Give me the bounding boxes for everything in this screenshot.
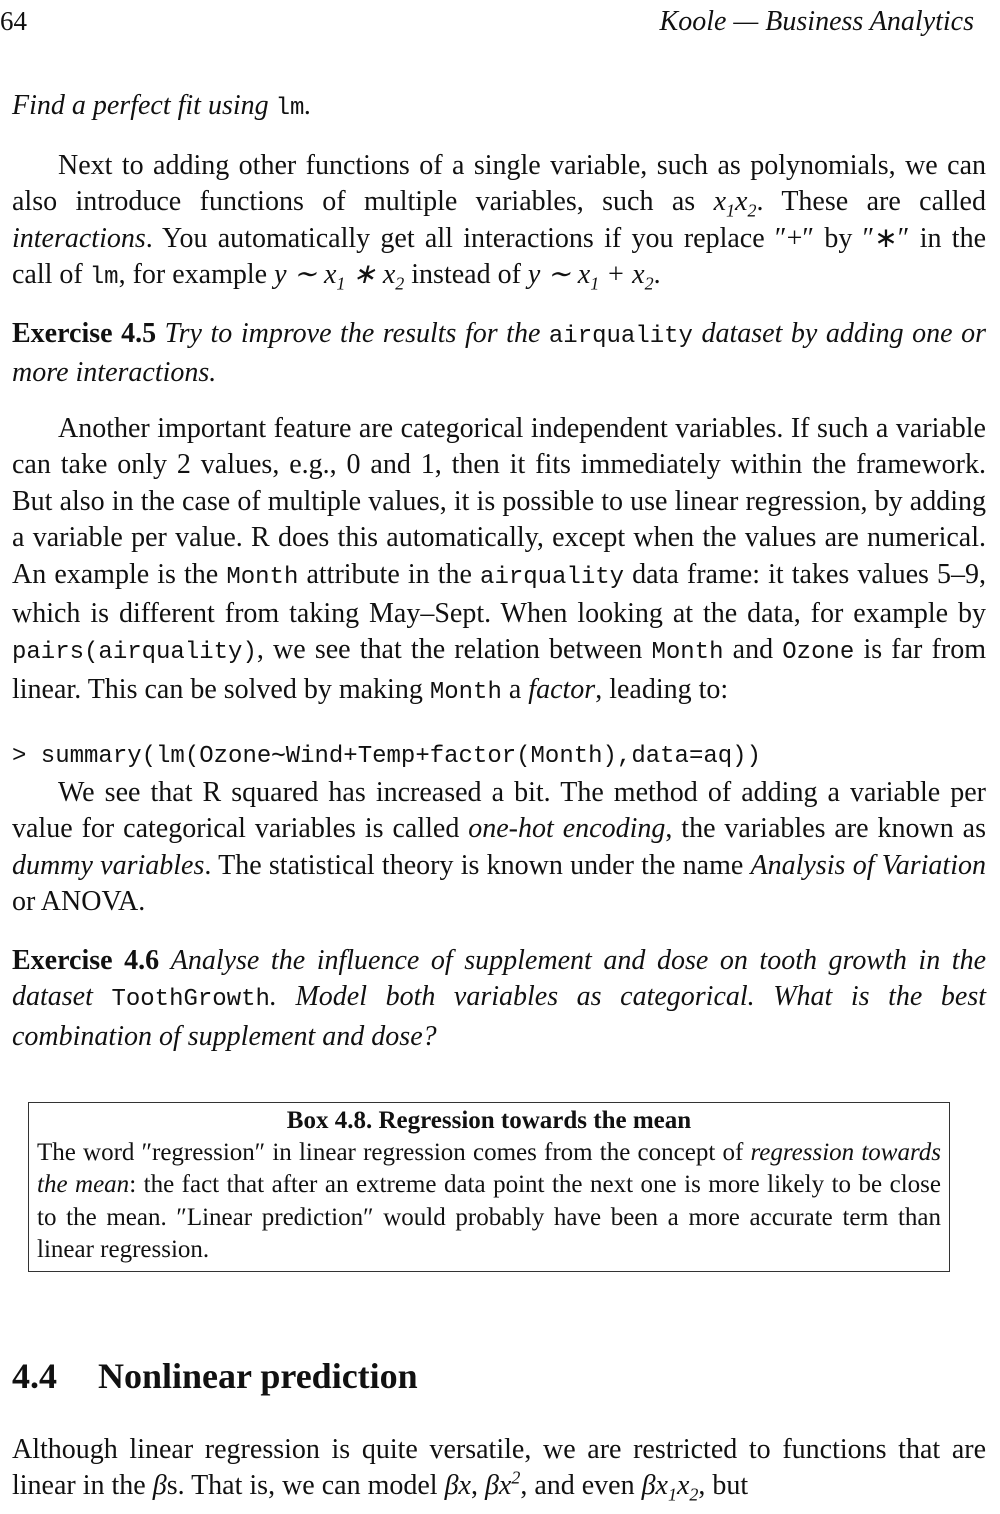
inline-code: Month bbox=[226, 563, 299, 591]
paragraph-nonlinear: Although linear regression is quite versatile, we are restricted to functions that are linear in the βs. That is, we can model βx, $\beta x^2$, and even $\beta x_1x_2$, but bbox=[12, 1434, 986, 1505]
inline-code: ToothGrowth bbox=[111, 986, 270, 1014]
running-title: Koole — Business Analytics bbox=[659, 6, 974, 37]
text-run: . These are called bbox=[756, 186, 986, 218]
text-run: , leading to: bbox=[595, 673, 729, 705]
text-run: and bbox=[723, 634, 783, 666]
text-run: , for example bbox=[118, 259, 275, 291]
text-run: , we see that the relation between bbox=[256, 634, 652, 666]
exercise-label: Exercise 4.5 bbox=[12, 318, 157, 349]
inline-code: airquality bbox=[480, 563, 625, 591]
text-run: data frame: it takes values 5–9, which is different from taking May–Sept. When looking at the data, for example by bbox=[12, 558, 986, 630]
section-title: Nonlinear prediction bbox=[98, 1356, 418, 1396]
math-formula-sum: y ∼ $x_1 + x_2$ bbox=[527, 259, 654, 294]
math-beta-x1x2: $\beta x_1x_2$ bbox=[641, 1470, 699, 1505]
math-beta: β bbox=[152, 1470, 167, 1502]
emphasis-interactions: interactions bbox=[12, 222, 146, 254]
code-line: > summary(lm(Ozone∼Wind+Temp+factor(Month),data=aq)) bbox=[12, 743, 761, 770]
text-run: Although linear regression is quite versatile, we are restricted to functions that are linear in the bbox=[12, 1434, 986, 1502]
inline-code: Month bbox=[429, 678, 502, 706]
text-run: is far from linear. This can be solved by making bbox=[12, 634, 986, 705]
exercise-label: Exercise 4.6 bbox=[12, 945, 160, 976]
intro-code: lm bbox=[275, 95, 305, 122]
text-run: , but bbox=[698, 1470, 749, 1502]
page-header bbox=[0, 6, 974, 46]
text-run: , and even bbox=[520, 1470, 642, 1502]
emphasis-dummy: dummy variables bbox=[12, 849, 205, 881]
math-formula-product: y ∼ $x_1$ ∗ $x_2$ bbox=[274, 259, 405, 294]
box-title: Box 4.8. Regression towards the mean bbox=[286, 1107, 692, 1134]
text-run: . You automatically get all interactions if you replace ″+″ by ″∗″ in the call of bbox=[12, 222, 986, 291]
text-run: Another important feature are categorical independent variables. If such a variable can take only 2 values, e.g., 0 and 1, then it fits immediately within the framework. But also in the case of multiple values, it is possible to use linear regression, by adding a variable per value. R does this automatically, except when the values are numerical. An example is the bbox=[12, 413, 986, 590]
text-run: Next to adding other functions of a single variable, such as polynomials, we can also introduce functions of multiple variables, such as bbox=[12, 150, 986, 218]
paragraph-categorical bbox=[12, 411, 986, 711]
text-run: . The statistical theory is known under the name bbox=[204, 849, 751, 881]
math-beta-x: βx bbox=[444, 1470, 471, 1502]
box-body bbox=[37, 1137, 941, 1267]
text-run: The word ″regression″ in linear regression comes from the concept of bbox=[37, 1139, 751, 1166]
intro-end: . bbox=[304, 90, 312, 121]
paragraph-interactions: Next to adding other functions of a single variable, such as polynomials, we can also introduce functions of multiple variables, such as $x_1x_2$. These are called interactions. You automatically get all interactions if you replace ″+″ by ″∗″ in the call of lm, for example y ∼ $x_1$ ∗ $x_2$ instead of y ∼ $x_1 + x_2$. bbox=[12, 150, 986, 294]
section-number: 4.4 bbox=[12, 1356, 57, 1396]
exercise-text: Try to improve the results for the bbox=[164, 318, 541, 349]
inline-code: lm bbox=[89, 264, 119, 292]
text-run: s. That is, we can model bbox=[166, 1470, 445, 1502]
math-beta-x-squared: $\beta x^2$ bbox=[484, 1468, 521, 1502]
text-run: , the variables are known as bbox=[665, 813, 987, 845]
text-run: : the fact that after an extreme data point the next one is more likely to be close to the mean. ″Linear prediction″ would probably have been a more accurate term than linear regression. bbox=[37, 1171, 941, 1264]
exercise-text: dataset by adding one or more interactions. bbox=[12, 318, 986, 389]
paragraph-rsquared bbox=[12, 775, 986, 921]
page-number: 64 bbox=[0, 6, 27, 36]
intro-text: Find a perfect fit using bbox=[12, 90, 269, 121]
exercise-text: Analyse the influence of supplement and dose on tooth growth in the dataset bbox=[12, 945, 986, 1013]
text-run: attribute in the bbox=[298, 558, 481, 590]
emphasis-anova: Analysis of Variation bbox=[750, 849, 986, 881]
exercise-4-6 bbox=[12, 943, 986, 1055]
inline-code: Ozone bbox=[782, 639, 855, 667]
emphasis-regression-mean: regression towards the mean bbox=[37, 1139, 941, 1199]
inline-code: pairs(airquality) bbox=[12, 639, 257, 667]
exercise-4-5 bbox=[12, 316, 986, 392]
box-4-8 bbox=[28, 1102, 950, 1272]
math-x1x2: $x_1x_2$ bbox=[713, 186, 757, 221]
text-run: a bbox=[501, 673, 529, 705]
text-run: or ANOVA. bbox=[12, 886, 146, 918]
emphasis-factor: factor bbox=[528, 673, 596, 705]
exercise-text: . Model both variables as categorical. What is the best combination of supplement and dose? bbox=[12, 981, 987, 1052]
emphasis-one-hot: one-hot encoding bbox=[468, 813, 666, 845]
inline-code: airquality bbox=[548, 323, 693, 350]
text-run: instead of bbox=[404, 259, 528, 291]
section-heading bbox=[12, 1355, 418, 1397]
text-run: We see that R squared has increased a bit. The method of adding a variable per value for categorical variables is called bbox=[12, 777, 986, 845]
intro-line bbox=[12, 88, 986, 127]
inline-code: Month bbox=[651, 639, 724, 667]
